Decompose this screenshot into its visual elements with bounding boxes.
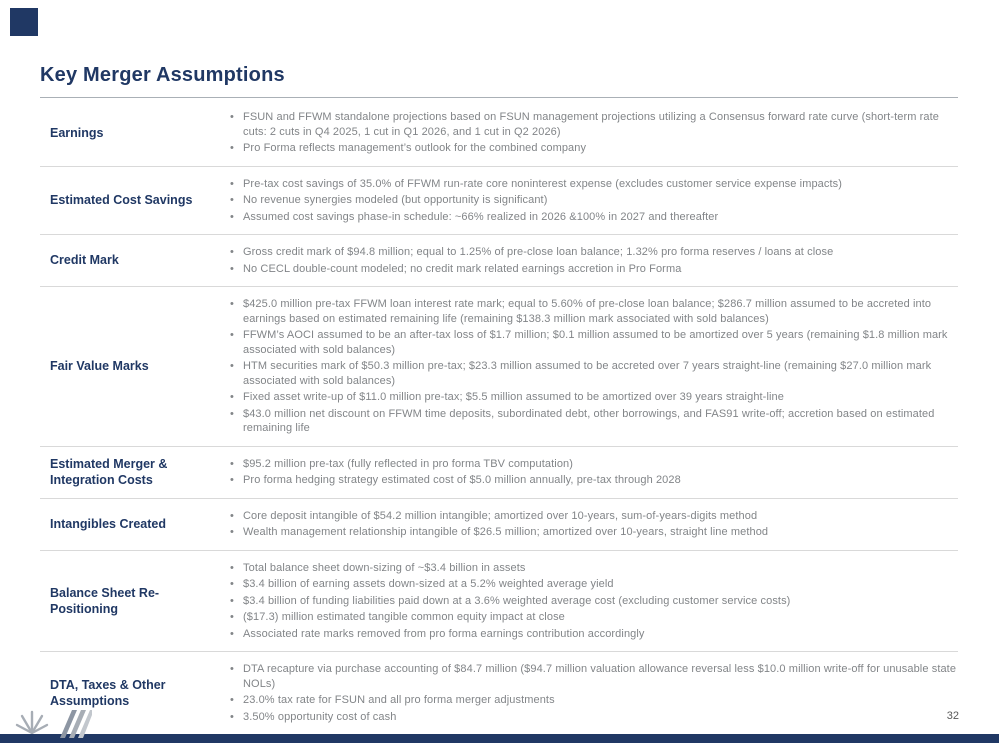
table-row <box>40 447 958 499</box>
bullet-item: • Wealth management relationship intangible of $26.5 million; amortized over 10-years, straight line method <box>228 525 958 540</box>
bullet-item: • $3.4 billion of funding liabilities paid down at a 3.6% weighted average cost (excluding customer service costs) <box>228 594 958 609</box>
table-row <box>40 100 958 167</box>
bullet-item: • Pre-tax cost savings of 35.0% of FFWM run-rate core noninterest expense (excludes customer service expense impacts) <box>228 177 958 192</box>
row-label: DTA, Taxes & Other Assumptions <box>50 678 166 709</box>
bullet-item: • 23.0% tax rate for FSUN and all pro forma merger adjustments <box>228 693 958 708</box>
row-label: Credit Mark <box>50 253 119 268</box>
bullet-item: • HTM securities mark of $50.3 million pre-tax; $23.3 million assumed to be accreted over 7 years straight-line (remaining $27.0 million mark associated with sold balances) <box>228 359 958 388</box>
page-title: Key Merger Assumptions <box>40 64 285 86</box>
bullet-list <box>228 243 958 278</box>
bullet-list <box>228 559 958 644</box>
row-label: Fair Value Marks <box>50 359 149 374</box>
sunburst-logo-icon <box>14 708 50 740</box>
bullet-item: • DTA recapture via purchase accounting of $84.7 million ($94.7 million valuation allowance reversal less $10.0 million write-off for unusable state NOLs) <box>228 662 958 691</box>
row-label: Estimated Cost Savings <box>50 193 193 208</box>
bullet-item: • $95.2 million pre-tax (fully reflected in pro forma TBV computation) <box>228 457 958 472</box>
bullet-item: • $3.4 billion of earning assets down-sized at a 5.2% weighted average yield <box>228 577 958 592</box>
bullet-list <box>228 455 958 490</box>
table-row <box>40 499 958 551</box>
row-label: Estimated Merger & Integration Costs <box>50 457 168 488</box>
corner-square-mark-icon <box>10 8 38 36</box>
bullet-list <box>228 660 958 726</box>
table-row <box>40 287 958 447</box>
row-label: Balance Sheet Re-Positioning <box>50 585 160 617</box>
bullet-list <box>228 175 958 227</box>
assumptions-table <box>40 100 958 734</box>
page-number: 32 <box>946 710 959 722</box>
table-row <box>40 652 958 734</box>
bullet-item: • Associated rate marks removed from pro forma earnings contribution accordingly <box>228 627 958 642</box>
bullet-item: • Gross credit mark of $94.8 million; equal to 1.25% of pre-close loan balance; 1.32% pro forma reserves / loans at close <box>228 245 958 260</box>
bullet-item: • FSUN and FFWM standalone projections based on FSUN management projections utilizing a Consensus forward rate curve (short-term rate cuts: 2 cuts in Q4 2025, 1 cut in Q1 2026, and 1 cut in Q2 2026) <box>228 110 958 139</box>
footer-logos <box>14 708 92 740</box>
bullet-list <box>228 507 958 542</box>
bullet-item: • Total balance sheet down-sizing of ~$3.4 billion in assets <box>228 561 958 576</box>
bullet-item: • 3.50% opportunity cost of cash <box>228 710 958 725</box>
bullet-item: • ($17.3) million estimated tangible common equity impact at close <box>228 610 958 625</box>
diagonal-stripes-logo-icon <box>58 708 92 740</box>
table-row <box>40 235 958 287</box>
bullet-item: • $425.0 million pre-tax FFWM loan interest rate mark; equal to 5.60% of pre-close loan balance; $286.7 million assumed to be accreted into earnings based on estimated remaining life (remaining $138.3 million mark associated with sold balances) <box>228 297 958 326</box>
bullet-item: • Fixed asset write-up of $11.0 million pre-tax; $5.5 million assumed to be amortized over 39 years straight-line <box>228 390 958 405</box>
row-label: Intangibles Created <box>50 517 166 532</box>
bullet-item: • Pro forma hedging strategy estimated cost of $5.0 million annually, pre-tax through 2028 <box>228 473 958 488</box>
table-row <box>40 167 958 236</box>
row-label: Earnings <box>50 125 104 140</box>
table-row <box>40 551 958 653</box>
bullet-item: • No revenue synergies modeled (but opportunity is significant) <box>228 193 958 208</box>
title-divider <box>40 97 958 98</box>
bullet-item: • $43.0 million net discount on FFWM time deposits, subordinated debt, other borrowings, and FAS91 write-off; accretion based on estimated remaining life <box>228 407 958 436</box>
bullet-list <box>228 295 958 438</box>
bullet-item: • No CECL double-count modeled; no credit mark related earnings accretion in Pro Forma <box>228 262 958 277</box>
bullet-item: • Pro Forma reflects management’s outlook for the combined company <box>228 141 958 156</box>
bullet-list <box>228 108 958 158</box>
footer-accent-bar <box>0 734 999 743</box>
bullet-item: • FFWM’s AOCI assumed to be an after-tax loss of $1.7 million; $0.1 million assumed to be amortized over 5 years (remaining $1.8 million mark associated with sold balances) <box>228 328 958 357</box>
bullet-item: • Core deposit intangible of $54.2 million intangible; amortized over 10-years, sum-of-years-digits method <box>228 509 958 524</box>
bullet-item: • Assumed cost savings phase-in schedule: ~66% realized in 2026 &100% in 2027 and thereafter <box>228 210 958 225</box>
